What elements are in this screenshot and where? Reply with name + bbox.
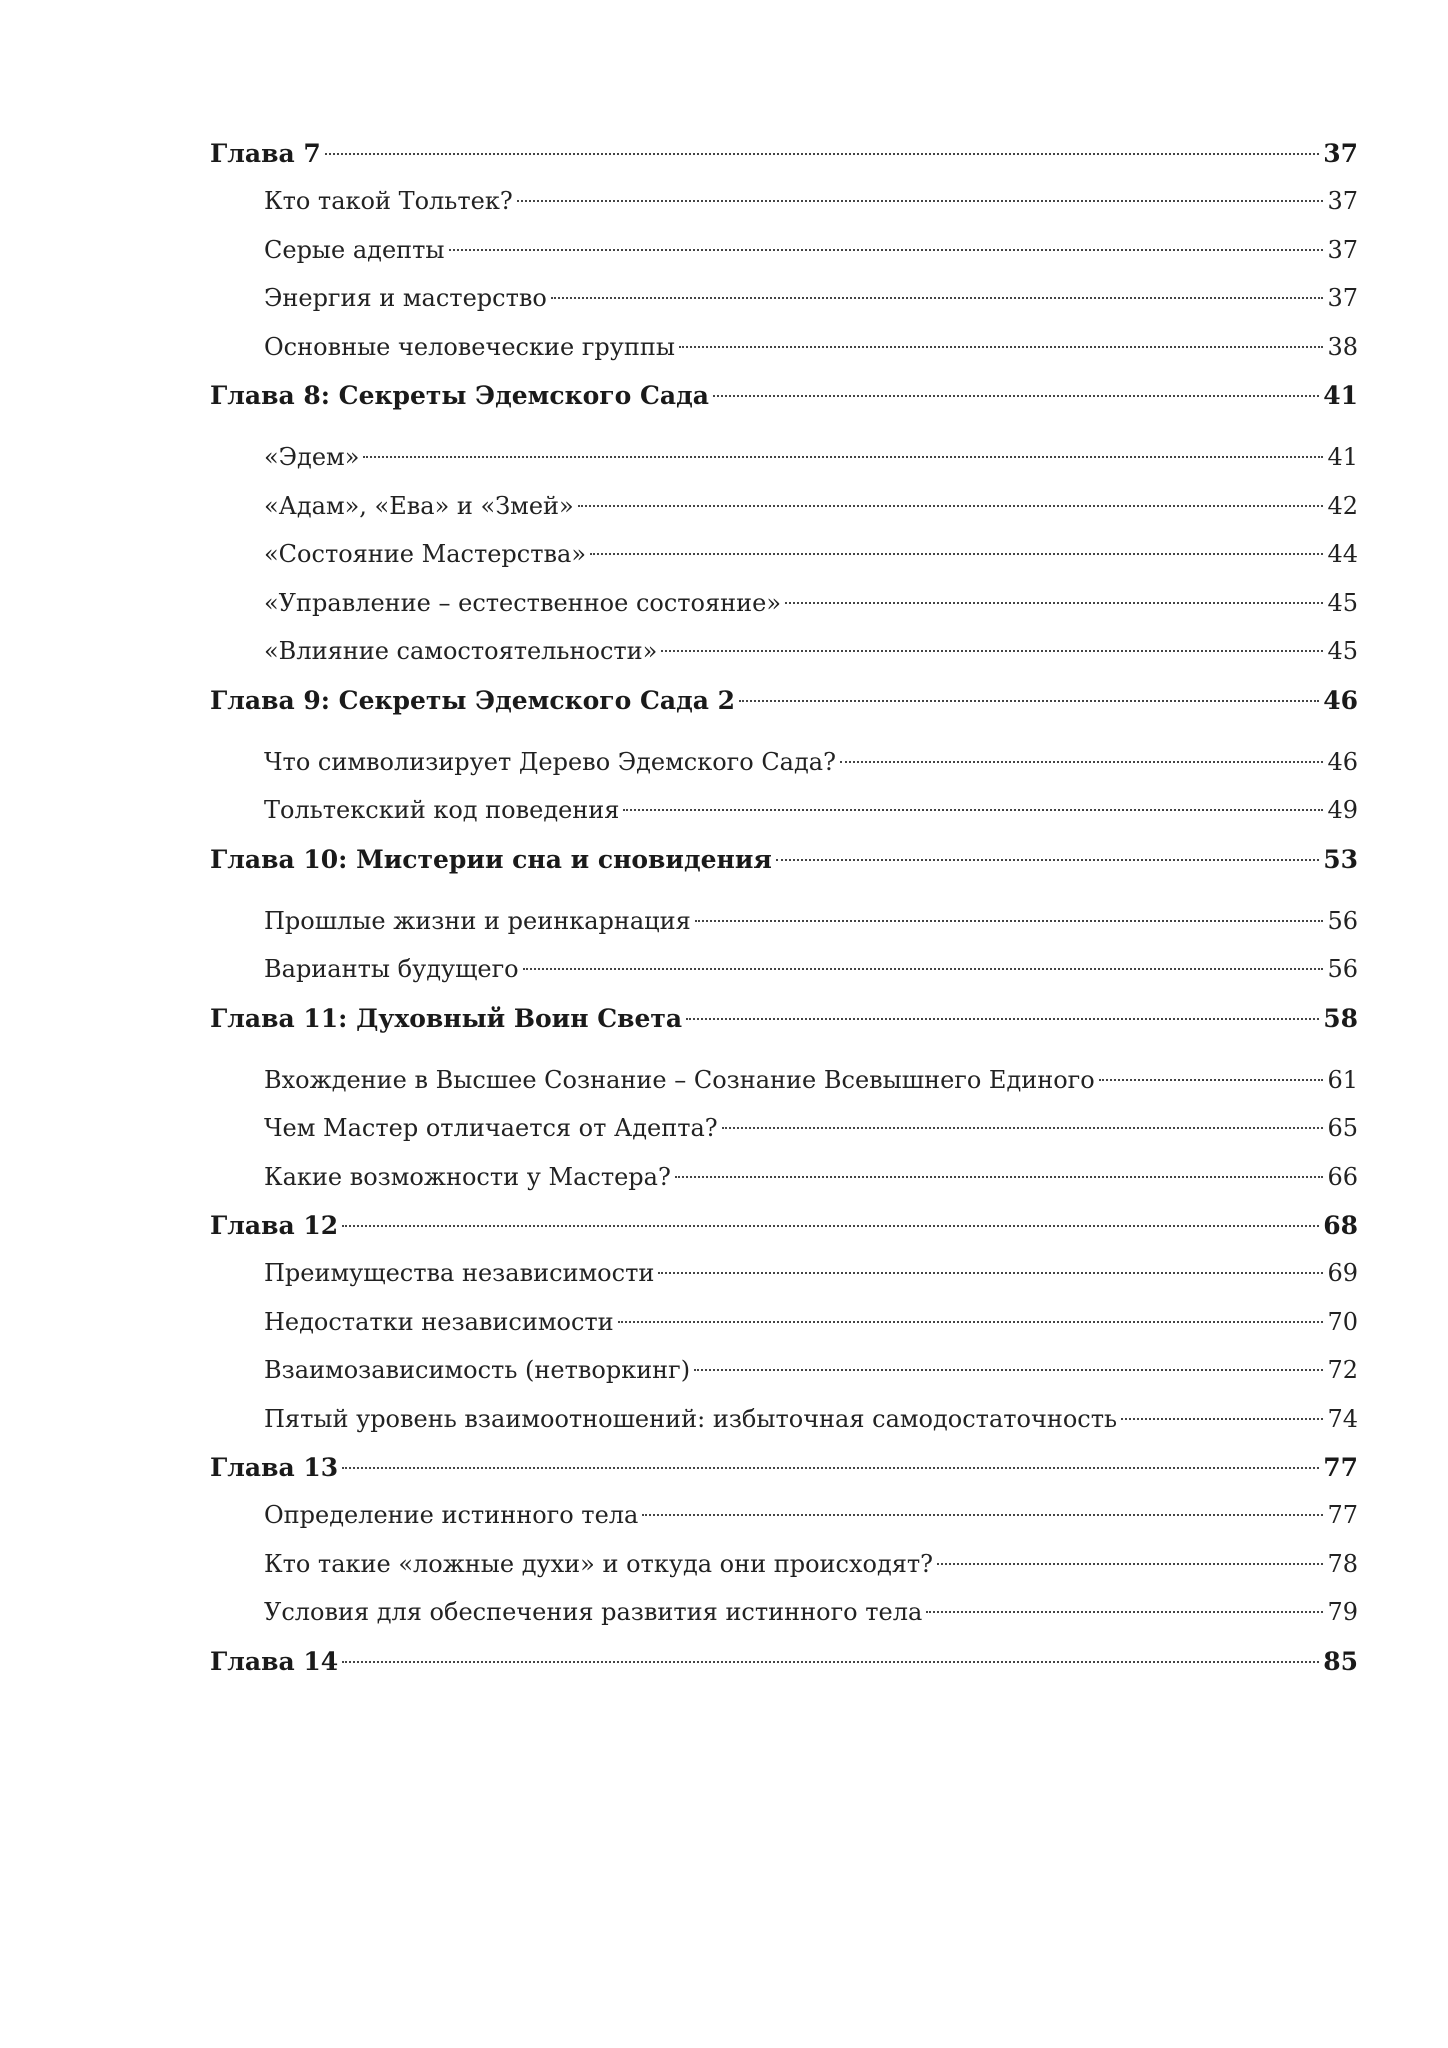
toc-entry-title: Недостатки независимости	[264, 1307, 614, 1336]
toc-section-row[interactable]	[210, 236, 1358, 285]
toc-entry-title: Глава 11: Духовный Воин Света	[210, 1003, 683, 1033]
toc-section-row[interactable]	[210, 492, 1358, 541]
toc-entry-title: Тольтекский код поведения	[264, 796, 620, 824]
toc-entry-title: Глава 13	[210, 1453, 339, 1482]
toc-entry-title: «Управление – естественное состояние»	[264, 588, 782, 617]
toc-section-row[interactable]	[210, 955, 1358, 1004]
toc-entry-title: Глава 10: Мистерии сна и сновидения	[210, 844, 772, 874]
toc-entry-title: Основные человеческие группы	[264, 332, 675, 361]
toc-entry-title: Какие возможности у Мастера?	[264, 1162, 671, 1191]
dot-leader	[517, 200, 1324, 202]
toc-section-row[interactable]	[210, 1598, 1358, 1647]
toc-page-number: 77	[1323, 1453, 1358, 1482]
toc-page-number: 37	[1327, 284, 1358, 312]
dot-leader	[618, 1321, 1324, 1323]
toc-page-number: 45	[1327, 588, 1358, 617]
toc-page-number: 41	[1323, 381, 1358, 410]
toc-page-number: 69	[1327, 1259, 1358, 1287]
toc-page-number: 49	[1327, 796, 1358, 824]
dot-leader	[342, 1661, 1319, 1663]
toc-entry-title: Глава 8: Секреты Эдемского Сада	[210, 381, 709, 410]
toc-page-number: 37	[1323, 139, 1358, 168]
toc-chapter-row[interactable]	[210, 381, 1358, 429]
dot-leader	[675, 1176, 1324, 1178]
toc-section-row[interactable]	[210, 1259, 1358, 1308]
toc-page-number: 72	[1327, 1356, 1358, 1384]
toc-entry-title: Глава 7	[210, 139, 321, 168]
dot-leader	[776, 859, 1319, 861]
toc-section-row[interactable]	[210, 1308, 1358, 1357]
toc-entry-title: «Влияние самостоятельности»	[264, 637, 658, 665]
toc-entry-title: Условия для обеспечения развития истинного тела	[264, 1598, 923, 1626]
toc-page-number: 66	[1327, 1162, 1358, 1191]
dot-leader	[363, 456, 1323, 458]
toc-section-row[interactable]	[210, 1066, 1358, 1115]
toc-section-row[interactable]	[210, 284, 1358, 333]
toc-page-number: 46	[1327, 747, 1358, 776]
toc-section-row[interactable]	[210, 1356, 1358, 1405]
toc-section-row[interactable]	[210, 540, 1358, 589]
toc-entry-title: Определение истинного тела	[264, 1501, 639, 1529]
dot-leader	[623, 809, 1323, 811]
dot-leader	[590, 553, 1323, 555]
toc-page-number: 53	[1323, 844, 1358, 874]
dot-leader	[449, 249, 1324, 251]
dot-leader	[694, 1369, 1323, 1371]
toc-chapter-row[interactable]	[210, 139, 1358, 187]
toc-page-number: 68	[1323, 1211, 1358, 1240]
toc-page-number: 56	[1327, 906, 1358, 935]
toc-page-number: 42	[1327, 491, 1358, 520]
dot-leader	[325, 153, 1319, 155]
toc-chapter-row[interactable]	[210, 1211, 1358, 1259]
dot-leader	[342, 1225, 1319, 1227]
toc-section-row[interactable]	[210, 333, 1358, 382]
dot-leader	[523, 968, 1324, 970]
toc-section-row[interactable]	[210, 907, 1358, 956]
toc-page-number: 38	[1327, 332, 1358, 361]
toc-entry-title: Глава 12	[210, 1211, 339, 1240]
toc-page-number: 79	[1327, 1598, 1358, 1626]
toc-entry-title: Энергия и мастерство	[264, 284, 547, 312]
toc-section-row[interactable]	[210, 187, 1358, 236]
toc-section-row[interactable]	[210, 1501, 1358, 1550]
dot-leader	[937, 1563, 1323, 1565]
dot-leader	[551, 297, 1324, 299]
toc-entry-title: Прошлые жизни и реинкарнация	[264, 906, 691, 935]
toc-page-number: 85	[1323, 1646, 1358, 1676]
dot-leader	[722, 1127, 1324, 1129]
toc-entry-title: Вхождение в Высшее Сознание – Сознание Всевышнего Единого	[264, 1065, 1095, 1094]
toc-page-number: 65	[1327, 1114, 1358, 1142]
toc-entry-title: Глава 14	[210, 1646, 339, 1676]
toc-page-number: 37	[1327, 187, 1358, 215]
toc-section-row[interactable]	[210, 1405, 1358, 1454]
toc-page-number: 37	[1327, 235, 1358, 264]
toc-page-number: 78	[1327, 1549, 1358, 1578]
toc-chapter-row[interactable]	[210, 1004, 1358, 1052]
toc-page-number: 45	[1327, 637, 1358, 665]
dot-leader	[661, 650, 1323, 652]
toc-entry-title: Пятый уровень взаимоотношений: избыточная самодостаточность	[264, 1404, 1118, 1433]
dot-leader	[342, 1467, 1319, 1469]
toc-page-number: 58	[1323, 1003, 1358, 1033]
toc-entry-title: «Эдем»	[264, 443, 360, 471]
toc-section-row[interactable]	[210, 796, 1358, 845]
toc-entry-title: Чем Мастер отличается от Адепта?	[264, 1114, 718, 1142]
dot-leader	[926, 1611, 1323, 1613]
toc-page-number: 70	[1327, 1307, 1358, 1336]
toc-entry-title: «Состояние Мастерства»	[264, 540, 587, 568]
dot-leader	[713, 395, 1319, 397]
toc-section-row[interactable]	[210, 748, 1358, 797]
dot-leader	[695, 920, 1324, 922]
dot-leader	[642, 1514, 1323, 1516]
toc-section-row[interactable]	[210, 589, 1358, 638]
dot-leader	[1099, 1079, 1324, 1081]
toc-entry-title: Серые адепты	[264, 235, 445, 264]
toc-entry-title: Кто такие «ложные духи» и откуда они происходят?	[264, 1549, 934, 1578]
toc-page-number: 61	[1327, 1065, 1358, 1094]
toc-entry-title: «Адам», «Ева» и «Змей»	[264, 491, 574, 520]
toc-page-number: 74	[1327, 1404, 1358, 1433]
toc-section-row[interactable]	[210, 1550, 1358, 1599]
toc-chapter-row[interactable]	[210, 1647, 1358, 1695]
toc-page-number: 41	[1327, 443, 1358, 471]
toc-page-number: 77	[1327, 1501, 1358, 1529]
toc-chapter-row[interactable]	[210, 1453, 1358, 1501]
dot-leader	[679, 346, 1323, 348]
toc-section-row[interactable]	[210, 1114, 1358, 1163]
toc-entry-title: Что символизирует Дерево Эдемского Сада?	[264, 747, 836, 776]
toc-section-row[interactable]	[210, 1163, 1358, 1212]
toc-section-row[interactable]	[210, 443, 1358, 492]
table-of-contents	[210, 139, 1358, 1695]
dot-leader	[1121, 1418, 1323, 1420]
dot-leader	[686, 1018, 1319, 1020]
toc-entry-title: Варианты будущего	[264, 955, 519, 983]
toc-page-number: 56	[1327, 955, 1358, 983]
dot-leader	[578, 505, 1324, 507]
toc-entry-title: Глава 9: Секреты Эдемского Сада 2	[210, 685, 736, 715]
toc-section-row[interactable]	[210, 637, 1358, 686]
toc-entry-title: Взаимозависимость (нетворкинг)	[264, 1356, 691, 1384]
toc-entry-title: Кто такой Тольтек?	[264, 187, 513, 215]
toc-chapter-row[interactable]	[210, 845, 1358, 893]
toc-page-number: 46	[1323, 685, 1358, 715]
dot-leader	[658, 1272, 1323, 1274]
toc-entry-title: Преимущества независимости	[264, 1259, 655, 1287]
dot-leader	[840, 761, 1324, 763]
toc-chapter-row[interactable]	[210, 686, 1358, 734]
toc-page-number: 44	[1327, 540, 1358, 568]
dot-leader	[739, 700, 1319, 702]
dot-leader	[785, 602, 1323, 604]
